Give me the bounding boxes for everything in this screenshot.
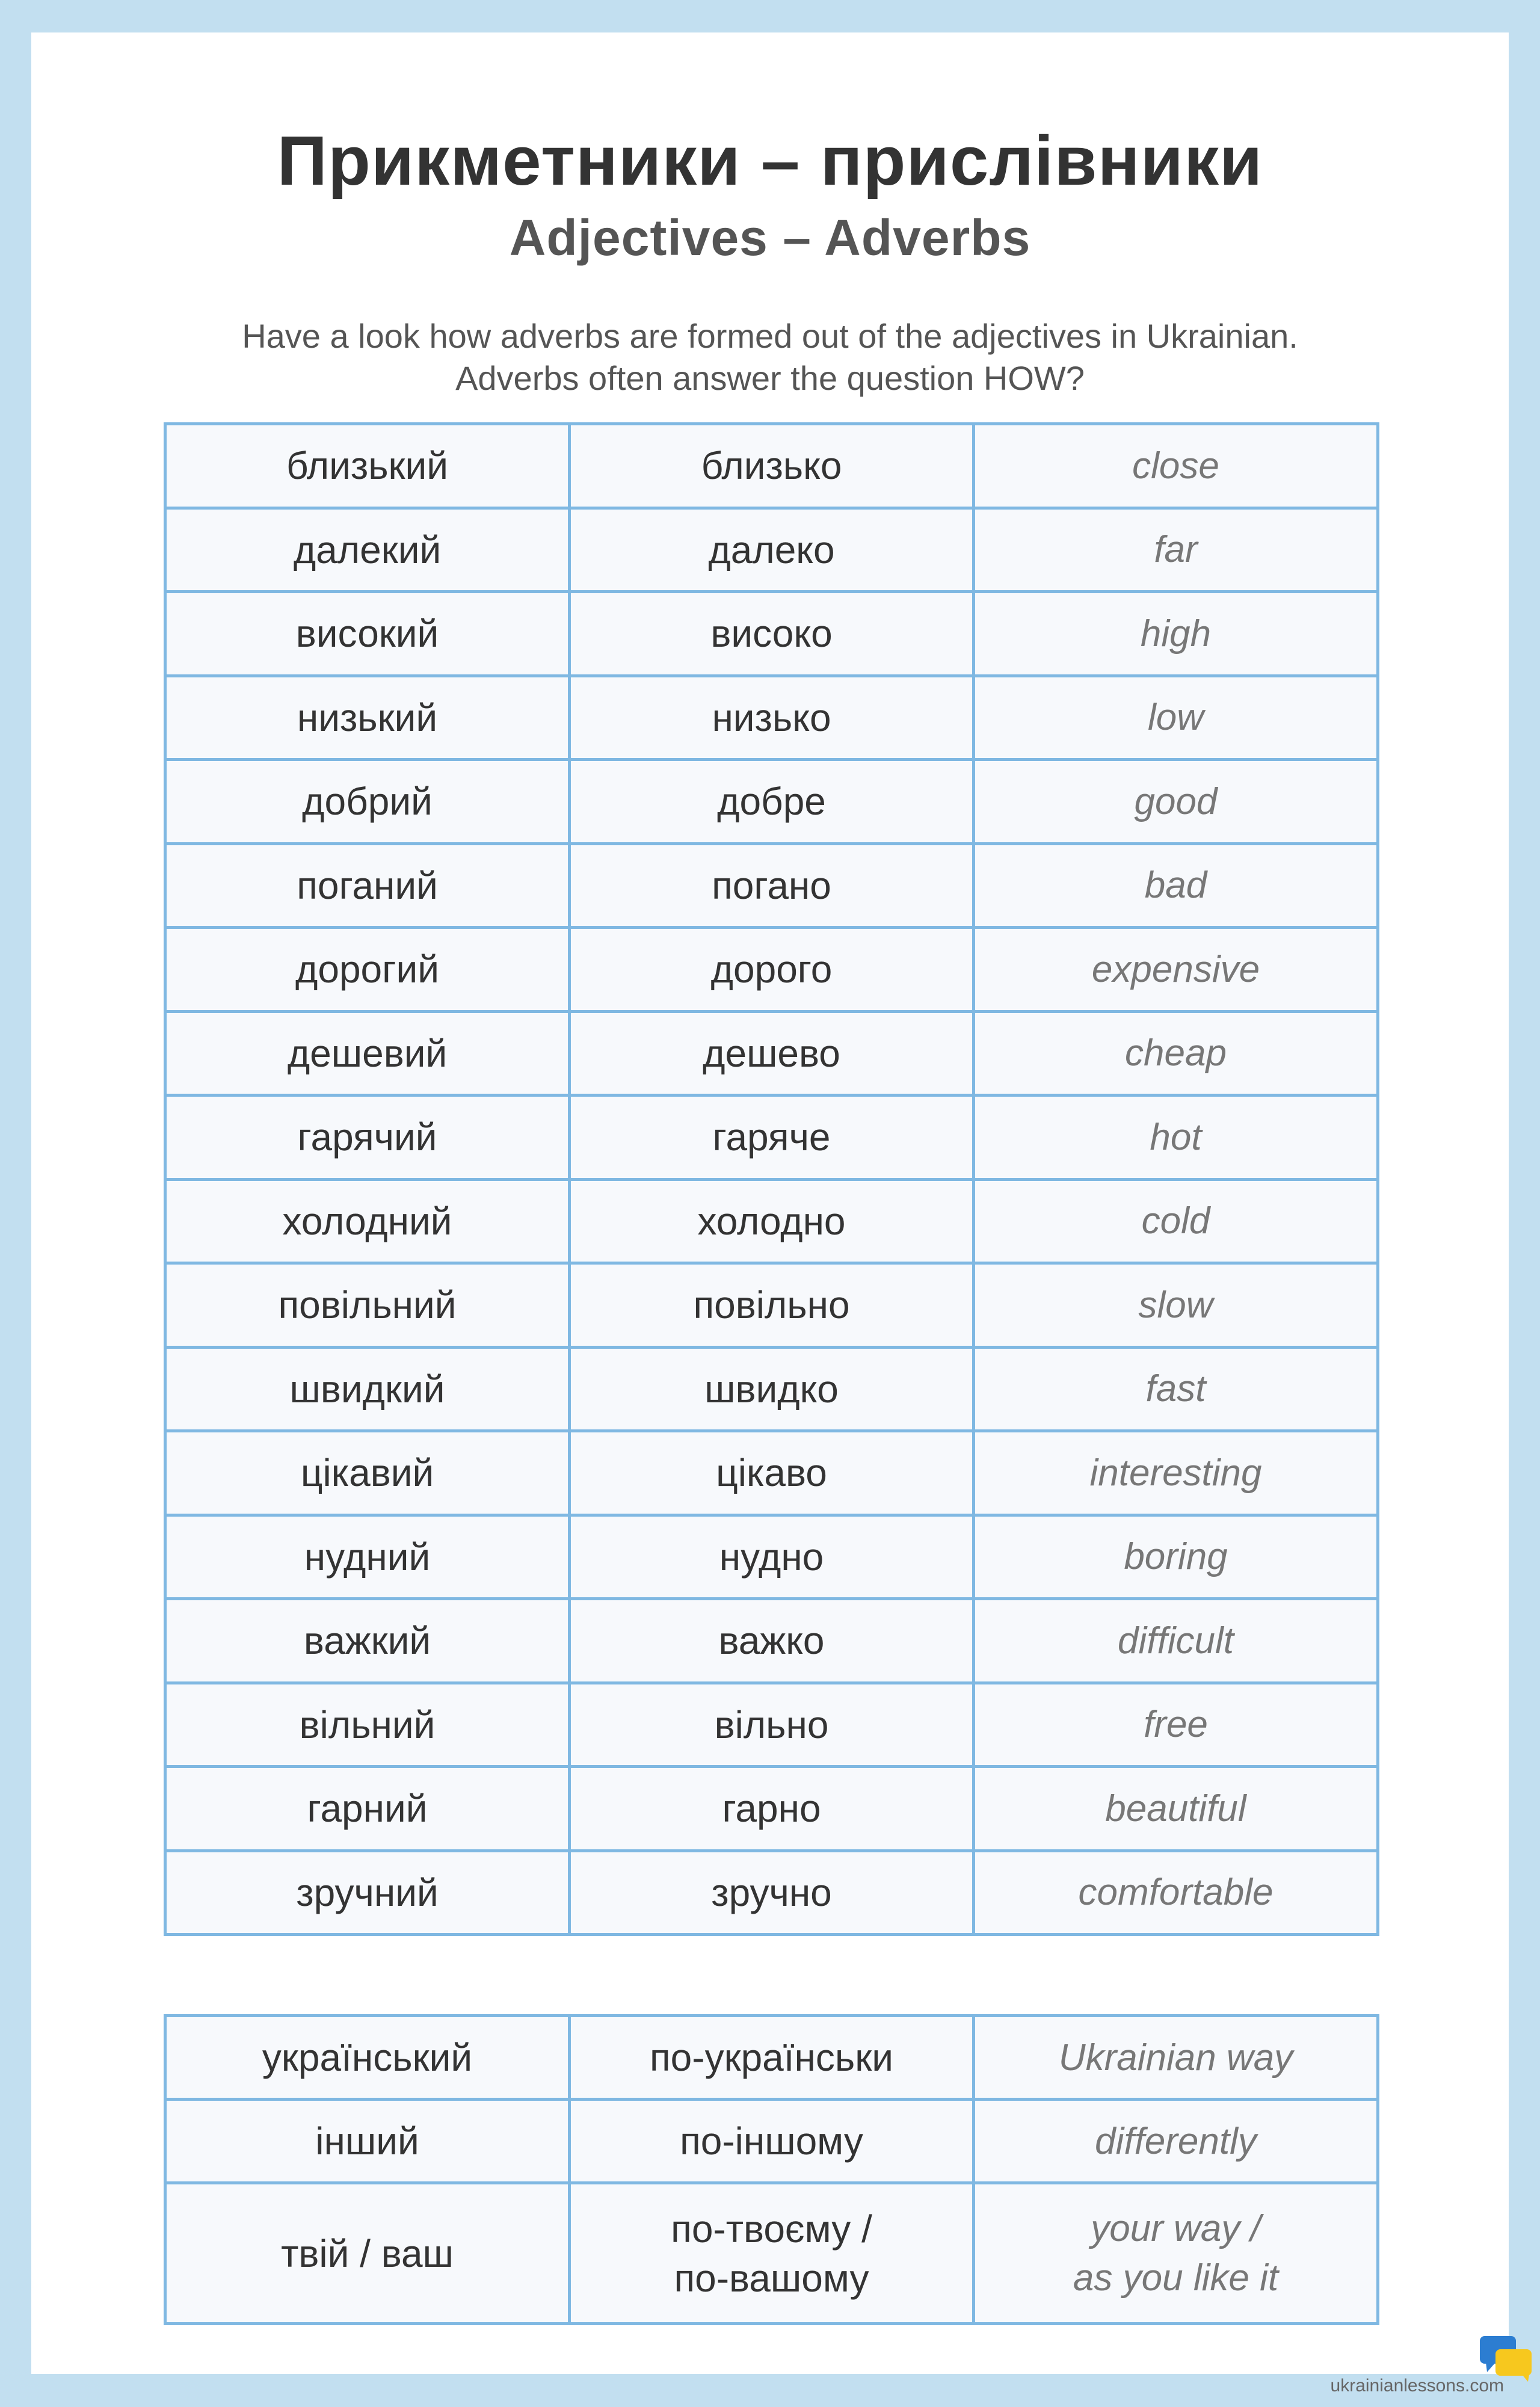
adjective-adverb-table [164,422,1379,1936]
adjective-cell: зручний [165,1851,570,1935]
adverb-line-2: по-вашому [674,2256,869,2300]
adverb-cell: добре [570,760,974,844]
adjective-cell: дешевий [165,1011,570,1096]
translation-cell: cheap [974,1011,1378,1096]
adverb-cell: дешево [570,1011,974,1096]
speech-bubble-logo-icon [1477,2325,1535,2383]
translation-cell: slow [974,1263,1378,1348]
intro-line-2: Adverbs often answer the question HOW? [455,359,1085,397]
adverb-cell: низько [570,676,974,760]
site-url: ukrainianlessons.com [1330,2376,1504,2396]
adverb-cell: гаряче [570,1096,974,1180]
translation-cell: far [974,508,1378,592]
extra-adverb-table [164,2014,1379,2325]
translation-cell: free [974,1683,1378,1767]
table-row [165,2183,1378,2324]
page-title: Прикметники – прислівники [277,122,1263,200]
intro-text [31,315,1509,399]
translation-cell: bad [974,843,1378,928]
adverb-cell: вільно [570,1683,974,1767]
adverb-line-1: по-твоєму / [671,2207,872,2251]
table-row [165,928,1378,1012]
adjective-cell: низький [165,676,570,760]
adjective-cell: поганий [165,843,570,928]
table-row [165,1347,1378,1431]
adverb-cell: холодно [570,1179,974,1263]
translation-cell: close [974,424,1378,508]
table-row [165,2100,1378,2183]
adverb-cell: по-українськи [570,2016,974,2100]
adverb-cell: дорого [570,928,974,1012]
table-row [165,1767,1378,1851]
adjective-cell: дорогий [165,928,570,1012]
table-row [165,1011,1378,1096]
translation-cell: good [974,760,1378,844]
adverb-cell: погано [570,843,974,928]
table-row [165,1431,1378,1515]
adjective-cell: добрий [165,760,570,844]
table-row [165,508,1378,592]
adverb-cell: по-іншому [570,2100,974,2183]
adjective-cell: український [165,2016,570,2100]
table-row [165,1851,1378,1935]
adverb-cell: далеко [570,508,974,592]
translation-cell: comfortable [974,1851,1378,1935]
table-row [165,2016,1378,2100]
intro-line-1: Have a look how adverbs are formed out of the adjectives in Ukrainian. [242,317,1298,355]
adjective-cell: холодний [165,1179,570,1263]
adjective-cell: високий [165,592,570,676]
adverb-cell: швидко [570,1347,974,1431]
translation-cell: high [974,592,1378,676]
adverb-cell: гарно [570,1767,974,1851]
adverb-cell [570,2183,974,2324]
translation-cell: beautiful [974,1767,1378,1851]
translation-cell: expensive [974,928,1378,1012]
table-row [165,1096,1378,1180]
adjective-cell: інший [165,2100,570,2183]
translation-line-2: as you like it [1073,2257,1279,2299]
table-row [165,424,1378,508]
translation-cell: Ukrainian way [974,2016,1378,2100]
table-row [165,592,1378,676]
adjective-cell: швидкий [165,1347,570,1431]
adjective-cell: цікавий [165,1431,570,1515]
table-row [165,1683,1378,1767]
translation-cell: boring [974,1515,1378,1599]
adjective-cell: вільний [165,1683,570,1767]
table-row [165,1263,1378,1348]
table-row [165,1179,1378,1263]
adjective-cell: гарячий [165,1096,570,1180]
translation-cell: hot [974,1096,1378,1180]
translation-cell: fast [974,1347,1378,1431]
translation-cell: interesting [974,1431,1378,1515]
table-row [165,843,1378,928]
adjective-cell: далекий [165,508,570,592]
translation-cell: difficult [974,1599,1378,1683]
translation-cell: low [974,676,1378,760]
adjective-cell: гарний [165,1767,570,1851]
translation-cell: cold [974,1179,1378,1263]
adjective-cell: важкий [165,1599,570,1683]
translation-cell [974,2183,1378,2324]
table-row [165,676,1378,760]
adverb-cell: нудно [570,1515,974,1599]
table-row [165,1515,1378,1599]
adverb-cell: повільно [570,1263,974,1348]
adverb-cell: важко [570,1599,974,1683]
adjective-cell: повільний [165,1263,570,1348]
adverb-cell: високо [570,592,974,676]
table-row [165,1599,1378,1683]
adjective-cell: близький [165,424,570,508]
translation-cell: differently [974,2100,1378,2183]
table-row [165,760,1378,844]
adverb-cell: зручно [570,1851,974,1935]
adverb-cell: цікаво [570,1431,974,1515]
translation-line-1: your way / [1091,2207,1261,2249]
adjective-cell: нудний [165,1515,570,1599]
adverb-cell: близько [570,424,974,508]
content-card [31,32,1509,2374]
adjective-cell: твій / ваш [165,2183,570,2324]
page-subtitle: Adjectives – Adverbs [509,209,1031,266]
